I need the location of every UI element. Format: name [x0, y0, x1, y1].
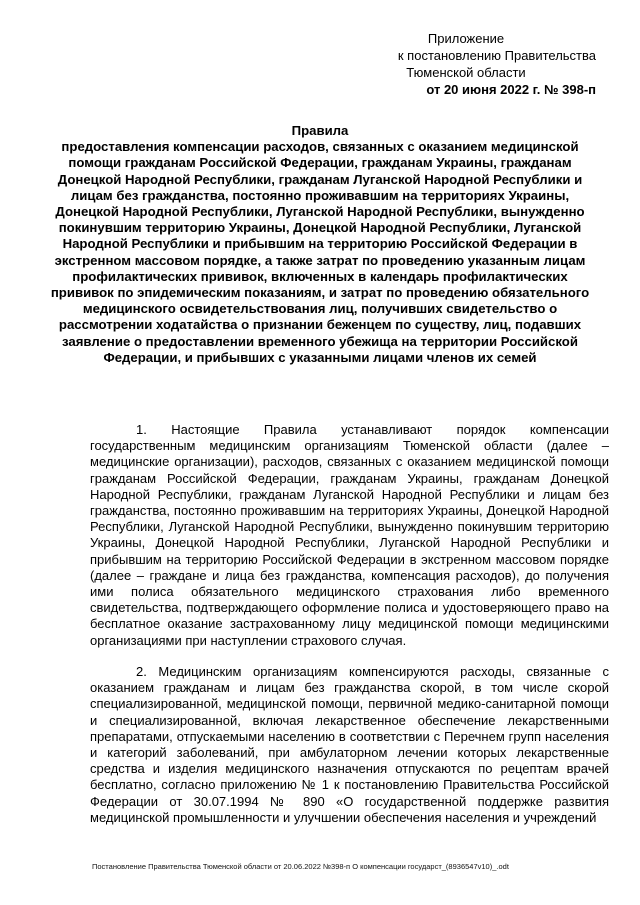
annex-block	[336, 30, 596, 98]
annex-region: Тюменской области	[406, 65, 526, 80]
document-title	[50, 123, 590, 366]
annex-date-number: от 20 июня 2022 г. № 398-п	[426, 82, 596, 97]
paragraph-1: 1. Настоящие Правила устанавливают порядок компенсации государственным медицинским организациям Тюменской области (далее – медицинские организации), расходов, связанных с оказанием медицинской помощи гражданам Российской Федерации, гражданам Украины, гражданам Донецкой Народной Республики, гражданам Луганской Народной Республики и лицам без гражданства, постоянно проживавшим на территориях Украины, Донецкой Народной Республики, Луганской Народной Республики, вынужденно покинувшим территорию Украины, Донецкой Народной Республики, Луганской Народной Республики и прибывшим на территорию Российской Федерации в экстренном массовом порядке (далее – граждане и лица без гражданства, компенсация расходов), до получения ими полиса обязательного медицинского страхования либо временного свидетельства, подтверждающего оформление полиса и удостоверяющего право на бесплатное оказание застрахованному лицу медицинской помощи медицинскими организациями при наступлении страхового случая.	[90, 422, 609, 648]
paragraph-2: 2. Медицинским организациям компенсируются расходы, связанные с оказанием гражданам и лицам без гражданства скорой, в том числе скорой специализированной, медицинской помощи, первичной медико-санитарной помощи и специализированной, включая лекарственное обеспечение лекарственными препаратами, отпускаемыми населению в соответствии с Перечнем групп населения и категорий заболеваний, при амбулаторном лечении которых лекарственные средства и изделия медицинского назначения отпускаются по рецептам врачей бесплатно, согласно приложению № 1 к постановлению Правительства Российской Федерации от 30.07.1994 № 890 «О государственной поддержке развития медицинской промышленности и улучшении обеспечения населения и учреждений	[90, 664, 609, 825]
annex-reference: к постановлению Правительства	[397, 48, 596, 63]
title-main: Правила	[291, 123, 349, 138]
title-subtitle: предоставления компенсации расходов, связанных с оказанием медицинской помощи гражданам Российской Федерации, гражданам Украины, гражданам Донецкой Народной Республики, гражданам Луганской Народной Республики и лицам без гражданства, постоянно проживавшим на территориях Украины, Донецкой Народной Республики, Луганской Народной Республики, вынужденно покинувшим территорию Украины, Донецкой Народной Республики, Луганской Народной Республики и прибывшим на территорию Российской Федерации в экстренном массовом порядке, а также затрат по проведению указанным лицам профилактических прививок, включенных в календарь профилактических прививок по эпидемическим показаниям, и затрат по проведению обязательного медицинского освидетельствования лиц, получивших свидетельство о рассмотрении ходатайства о признании беженцем по существу, лиц, подавших заявление о предоставлении временного убежища на территории Российской Федерации, и прибывших с указанными лицами членов их семей	[50, 139, 590, 365]
annex-label: Приложение	[427, 31, 505, 46]
page-footer: Постановление Правительства Тюменской области от 20.06.2022 №398-п О компенсации государст_(8936547v10)_.odt	[92, 862, 509, 871]
